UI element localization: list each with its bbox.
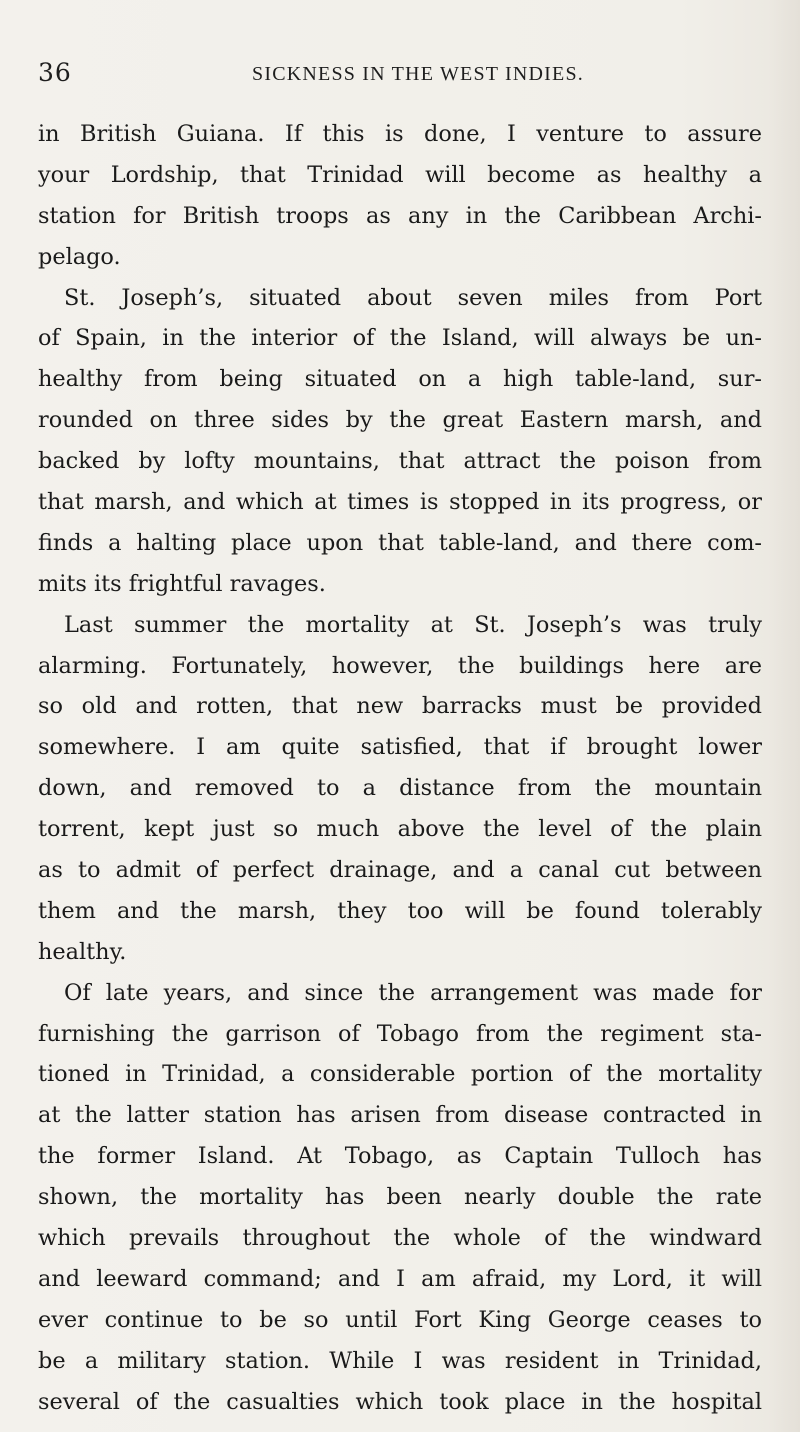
text-line: and leeward command; and I am afraid, my Lord, it will — [38, 1265, 762, 1292]
text-line: backed by lofty mountains, that attract the poison from — [38, 448, 762, 475]
text-line: St. Joseph’s, situated about seven miles from Port — [64, 284, 762, 311]
text-line: at the latter station has arisen from disease contracted in — [38, 1102, 762, 1129]
text-line: rounded on three sides by the great Eastern marsh, and — [38, 407, 762, 434]
running-title: SICKNESS IN THE WEST INDIES. — [252, 63, 584, 85]
text-line: which prevails throughout the whole of the windward — [38, 1225, 762, 1252]
text-line: several of the casualties which took place in the hospital — [38, 1388, 762, 1415]
text-line: the former Island. At Tobago, as Captain Tulloch has — [38, 1143, 762, 1170]
text-line: pelago. — [38, 243, 121, 270]
text-line: alarming. Fortunately, however, the buildings here are — [38, 652, 762, 679]
text-line: as to admit of perfect drainage, and a canal cut between — [38, 857, 762, 884]
text-line: of Spain, in the interior of the Island, will always be un- — [38, 325, 762, 352]
text-line: mits its frightful ravages. — [38, 570, 326, 597]
text-line: so old and rotten, that new barracks must be provided — [38, 693, 762, 720]
page-header — [38, 58, 758, 98]
page-number: 36 — [38, 58, 72, 87]
text-line: down, and removed to a distance from the mountain — [38, 775, 762, 802]
text-line: your Lordship, that Trinidad will become as healthy a — [38, 161, 762, 188]
text-line: healthy. — [38, 938, 127, 965]
text-line: shown, the mortality has been nearly double the rate — [38, 1184, 762, 1211]
body-text — [38, 114, 762, 1423]
text-line: somewhere. I am quite satisfied, that if brought lower — [38, 734, 762, 761]
text-line: station for British troops as any in the Caribbean Archi- — [38, 202, 762, 229]
text-line: Of late years, and since the arrangement was made for — [64, 979, 762, 1006]
text-line: furnishing the garrison of Tobago from the regiment sta- — [38, 1020, 762, 1047]
text-line: ever continue to be so until Fort King George ceases to — [38, 1306, 762, 1333]
text-line: torrent, kept just so much above the level of the plain — [38, 816, 762, 843]
text-line: finds a halting place upon that table-land, and there com- — [38, 529, 762, 556]
text-line: healthy from being situated on a high table-land, sur- — [38, 366, 762, 393]
text-line: that marsh, and which at times is stopped in its progress, or — [38, 489, 762, 516]
text-line: be a military station. While I was resident in Trinidad, — [38, 1347, 762, 1374]
text-line: tioned in Trinidad, a considerable portion of the mortality — [38, 1061, 762, 1088]
text-line: Last summer the mortality at St. Joseph’s was truly — [64, 611, 762, 638]
text-line: them and the marsh, they too will be found tolerably — [38, 897, 762, 924]
text-line: in British Guiana. If this is done, I venture to assure — [38, 121, 762, 147]
